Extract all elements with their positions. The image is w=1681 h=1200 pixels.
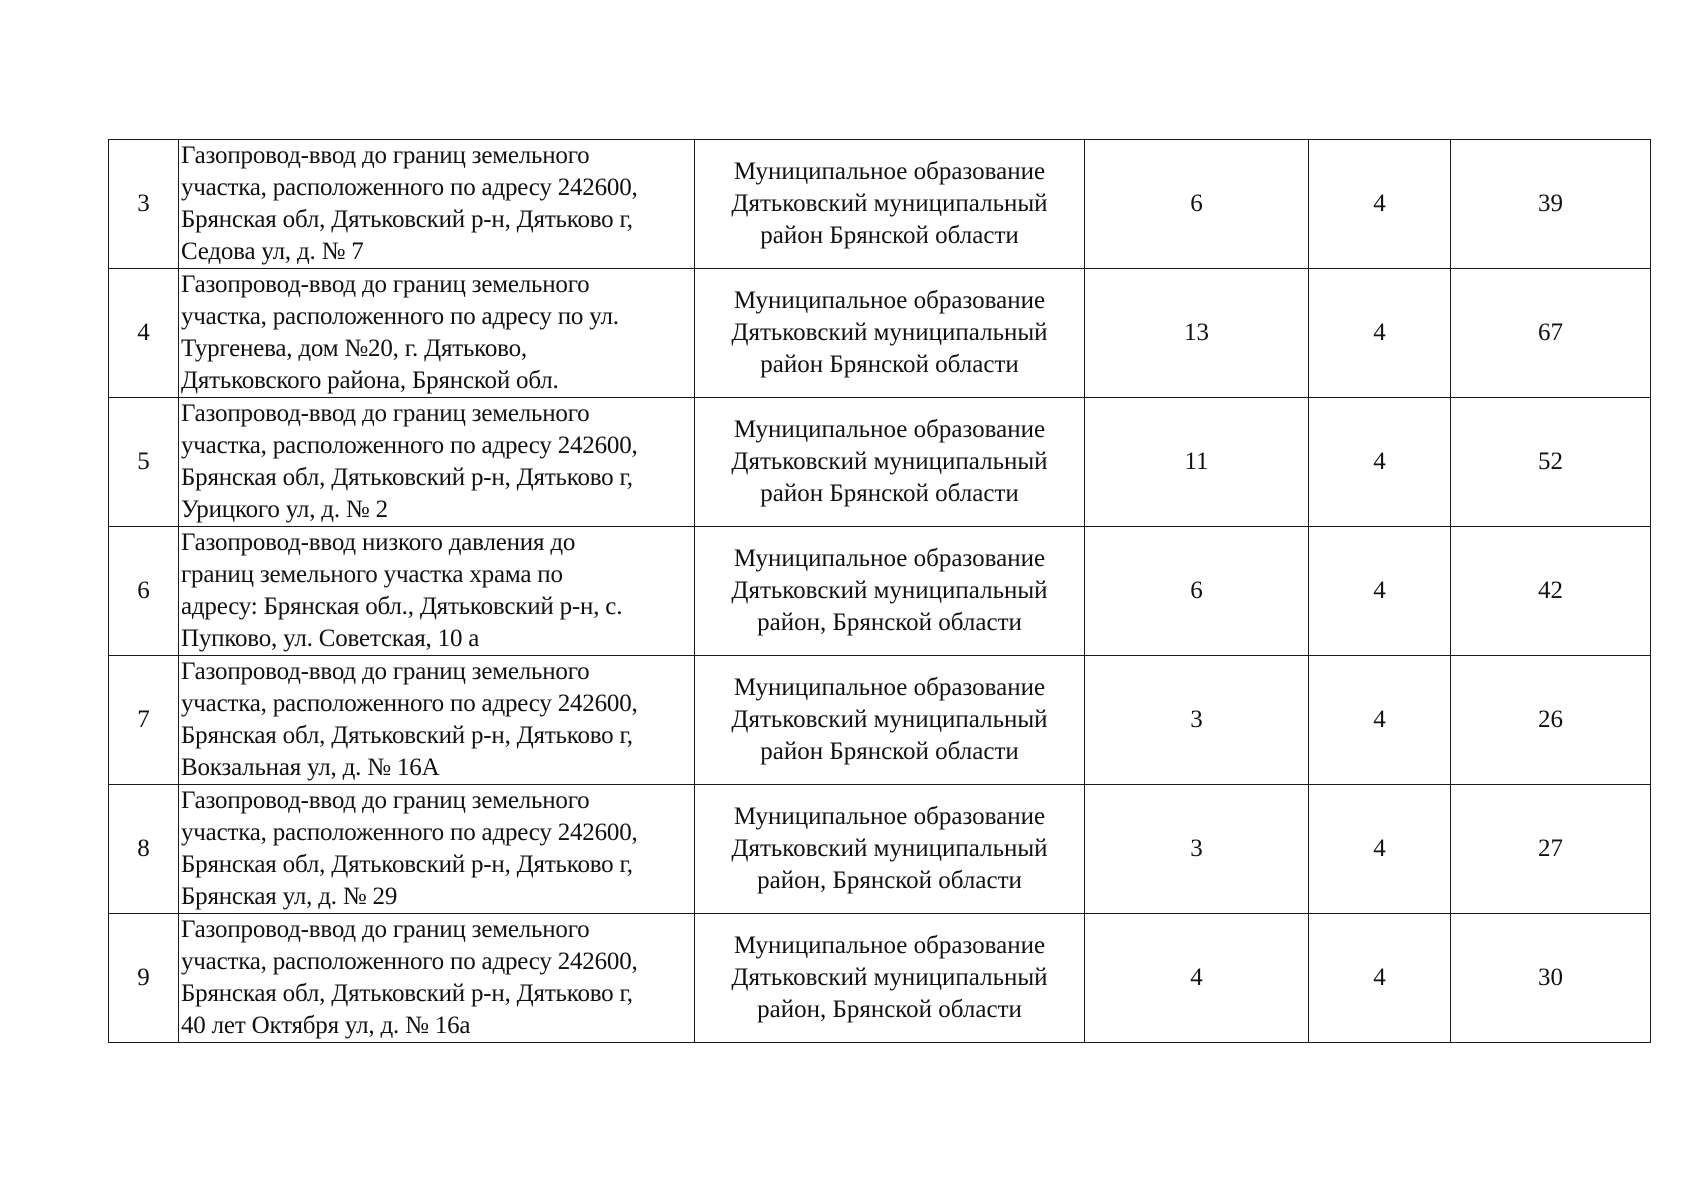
value-c-cell: 26: [1451, 656, 1651, 785]
description-text: Газопровод-ввод до границ земельного участка, расположенного по адресу 242600, Брянская обл, Дятьковский р-н, Дятьково г, Седова ул, д. № 7: [181, 142, 638, 265]
value-a-cell: 11: [1085, 398, 1309, 527]
value-a-cell: 3: [1085, 785, 1309, 914]
value-c-cell: 27: [1451, 785, 1651, 914]
owner-cell: [695, 785, 1085, 914]
description-cell: [179, 785, 695, 914]
description-text: Газопровод-ввод низкого давления до границ земельного участка храма по адресу: Брянская обл., Дятьковский р-н, с. Пупково, ул. Советская, 10 а: [181, 529, 623, 652]
description-text: Газопровод-ввод до границ земельного участка, расположенного по адресу 242600, Брянская обл, Дятьковский р-н, Дятьково г, Вокзальная ул, д. № 16А: [181, 658, 638, 781]
value-c-cell: 39: [1451, 140, 1651, 269]
value-b-cell: 4: [1309, 785, 1451, 914]
description-text: Газопровод-ввод до границ земельного участка, расположенного по адресу по ул. Тургенева, дом №20, г. Дятьково, Дятьковского района, Брянской обл.: [181, 271, 619, 394]
value-c-cell: 30: [1451, 914, 1651, 1043]
value-c-cell: 52: [1451, 398, 1651, 527]
owner-text: Муниципальное образование Дятьковский муниципальный район, Брянской области: [731, 545, 1048, 636]
table-row: [109, 785, 1651, 914]
owner-text: Муниципальное образование Дятьковский муниципальный район Брянской области: [731, 158, 1048, 249]
owner-cell: [695, 398, 1085, 527]
owner-cell: [695, 527, 1085, 656]
owner-cell: [695, 656, 1085, 785]
description-text: Газопровод-ввод до границ земельного участка, расположенного по адресу 242600, Брянская обл, Дятьковский р-н, Дятьково г, Брянская ул, д. № 29: [181, 787, 638, 910]
owner-text: Муниципальное образование Дятьковский муниципальный район Брянской области: [731, 674, 1048, 765]
pipeline-table: [108, 139, 1651, 1043]
value-a-cell: 6: [1085, 527, 1309, 656]
table-body: [109, 140, 1651, 1043]
table-row: [109, 656, 1651, 785]
owner-cell: [695, 914, 1085, 1043]
table-row: [109, 914, 1651, 1043]
description-cell: [179, 269, 695, 398]
value-b-cell: 4: [1309, 656, 1451, 785]
table-row: [109, 398, 1651, 527]
value-c-cell: 67: [1451, 269, 1651, 398]
value-a-cell: 13: [1085, 269, 1309, 398]
row-number-cell: 9: [109, 914, 179, 1043]
owner-text: Муниципальное образование Дятьковский муниципальный район Брянской области: [731, 287, 1048, 378]
value-b-cell: 4: [1309, 140, 1451, 269]
description-cell: [179, 914, 695, 1043]
value-c-cell: 42: [1451, 527, 1651, 656]
owner-text: Муниципальное образование Дятьковский муниципальный район, Брянской области: [731, 932, 1048, 1023]
row-number-cell: 8: [109, 785, 179, 914]
description-text: Газопровод-ввод до границ земельного участка, расположенного по адресу 242600, Брянская обл, Дятьковский р-н, Дятьково г, Урицкого ул, д. № 2: [181, 400, 638, 523]
value-b-cell: 4: [1309, 527, 1451, 656]
value-b-cell: 4: [1309, 398, 1451, 527]
description-cell: [179, 527, 695, 656]
owner-text: Муниципальное образование Дятьковский муниципальный район Брянской области: [731, 416, 1048, 507]
row-number-cell: 6: [109, 527, 179, 656]
value-a-cell: 6: [1085, 140, 1309, 269]
description-cell: [179, 398, 695, 527]
owner-text: Муниципальное образование Дятьковский муниципальный район, Брянской области: [731, 803, 1048, 894]
owner-cell: [695, 269, 1085, 398]
description-cell: [179, 140, 695, 269]
table-row: [109, 140, 1651, 269]
row-number-cell: 7: [109, 656, 179, 785]
table-row: [109, 269, 1651, 398]
table-row: [109, 527, 1651, 656]
row-number-cell: 5: [109, 398, 179, 527]
value-b-cell: 4: [1309, 914, 1451, 1043]
description-cell: [179, 656, 695, 785]
value-a-cell: 3: [1085, 656, 1309, 785]
row-number-cell: 4: [109, 269, 179, 398]
value-a-cell: 4: [1085, 914, 1309, 1043]
value-b-cell: 4: [1309, 269, 1451, 398]
description-text: Газопровод-ввод до границ земельного участка, расположенного по адресу 242600, Брянская обл, Дятьковский р-н, Дятьково г, 40 лет Октября ул, д. № 16а: [181, 916, 638, 1039]
row-number-cell: 3: [109, 140, 179, 269]
owner-cell: [695, 140, 1085, 269]
